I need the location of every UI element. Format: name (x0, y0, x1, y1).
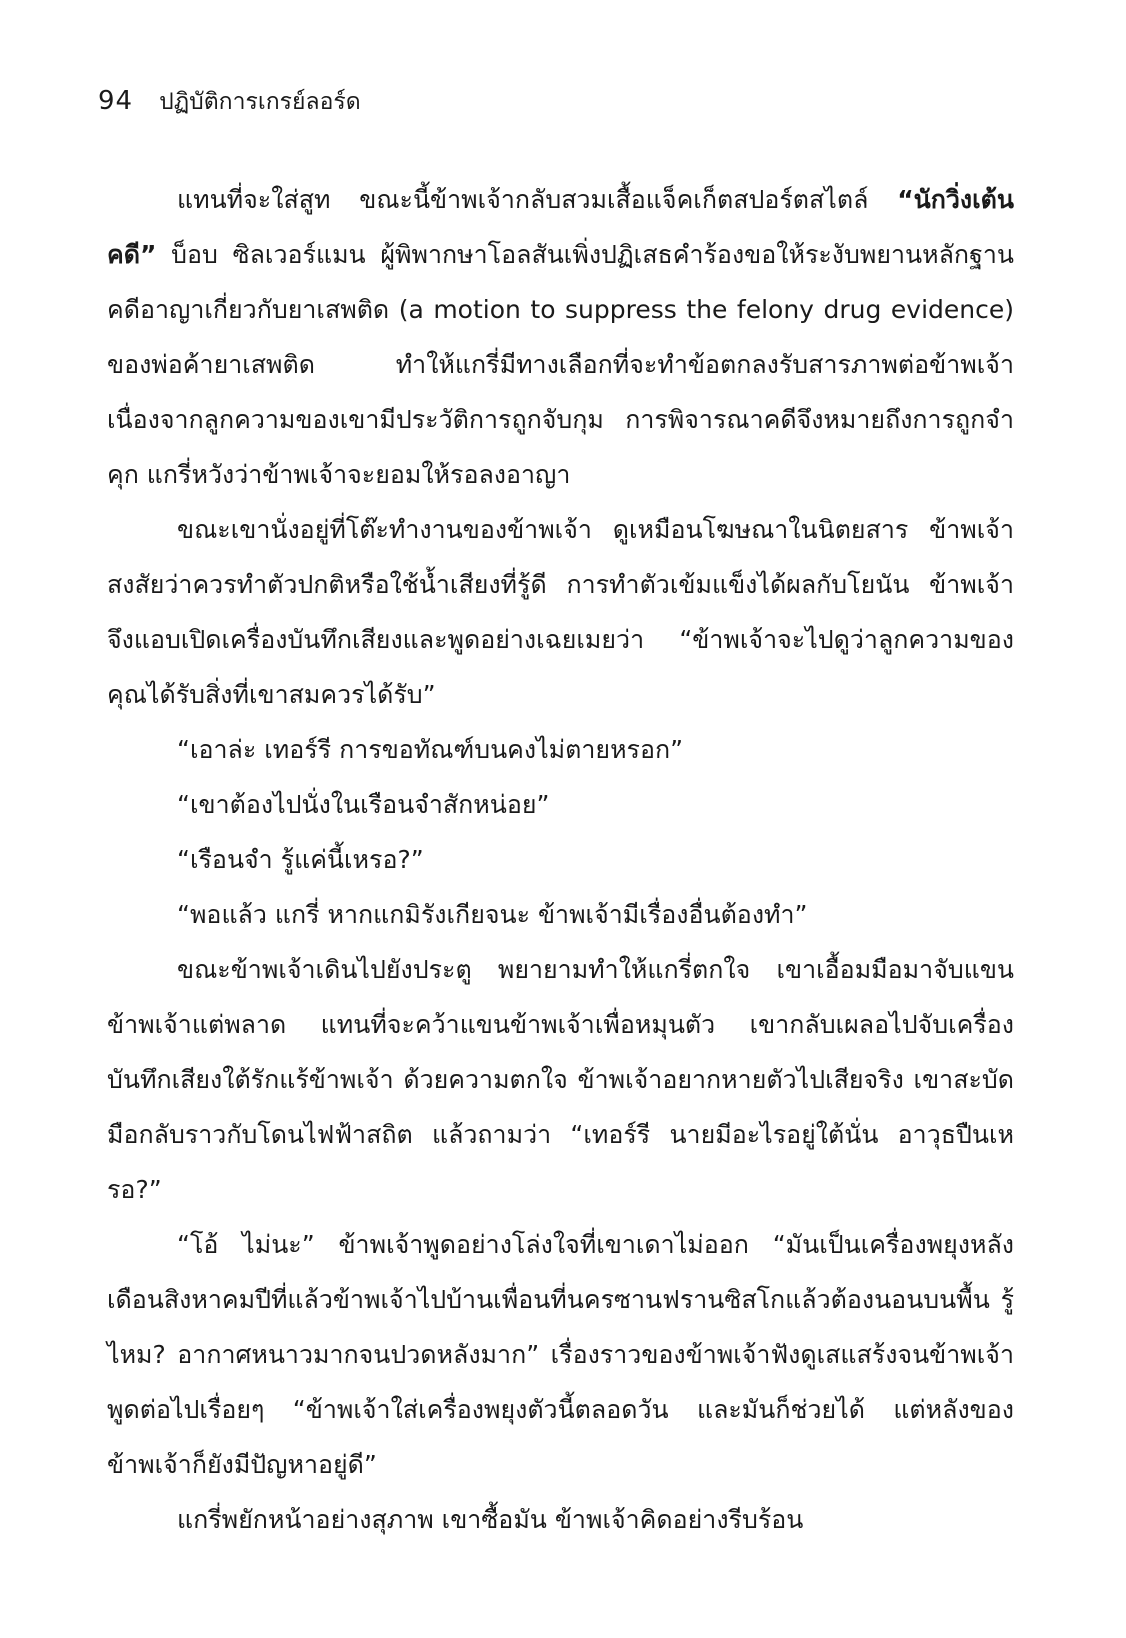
paragraph-9: แกรี่พยักหน้าอย่างสุภาพ เขาซื้อมัน ข้าพเจ้าคิดอย่างรีบร้อน (177, 1505, 804, 1534)
paragraph-1 (107, 172, 1014, 502)
dialogue-line-3: “เรือนจำ รู้แค่นี้เหรอ?” (177, 845, 424, 874)
body-text (107, 172, 1014, 1547)
running-title: ปฏิบัติการเกรย์ลอร์ด (159, 89, 361, 115)
page-header (98, 84, 361, 124)
paragraph-7: ขณะข้าพเจ้าเดินไปยังประตู พยายามทำให้แกรี่ตกใจ เขาเอื้อมมือมาจับแขนข้าพเจ้าแต่พลาด แทนที่จะคว้าแขนข้าพเจ้าเพื่อหมุนตัว เขากลับเผลอไปจับเครื่องบันทึกเสียงใต้รักแร้ข้าพเจ้า ด้วยความตกใจ ข้าพเจ้าอยากหายตัวไปเสียจริง เขาสะบัดมือกลับราวกับโดนไฟฟ้าสถิต แล้วถามว่า “เทอร์รี นายมีอะไรอยู่ใต้นั่น อาวุธปืนเหรอ?” (107, 955, 1014, 1204)
paragraph-lead: แทนที่จะใส่สูท ขณะนี้ข้าพเจ้ากลับสวมเสื้อแจ็คเก็ตสปอร์ตสไตล์ (177, 185, 898, 214)
bold-phrase: “นักวิ่งเต้นคดี” (107, 185, 1014, 269)
paragraph-2: ขณะเขานั่งอยู่ที่โต๊ะทำงานของข้าพเจ้า ดูเหมือนโฆษณาในนิตยสาร ข้าพเจ้าสงสัยว่าควรทำตัวปกติหรือใช้น้ำเสียงที่รู้ดี การทำตัวเข้มแข็งได้ผลกับโยนัน ข้าพเจ้าจึงแอบเปิดเครื่องบันทึกเสียงและพูดอย่างเฉยเมยว่า “ข้าพเจ้าจะไปดูว่าลูกความของคุณได้รับสิ่งที่เขาสมควรได้รับ” (107, 515, 1014, 709)
page-number: 94 (98, 86, 134, 116)
paragraph-text: บ็อบ ซิลเวอร์แมน ผู้พิพากษาโอลสันเพิ่งปฏิเสธคำร้องขอให้ระงับพยานหลักฐานคดีอาญาเกี่ยวกับยาเสพติด (a motion to suppress the felony drug evidence) ของพ่อค้ายาเสพติด ทำให้แกรี่มีทางเลือกที่จะทำข้อตกลงรับสารภาพต่อข้าพเจ้า เนื่องจากลูกความของเขามีประวัติการถูกจับกุม การพิจารณาคดีจึงหมายถึงการถูกจำคุก แกรี่หวังว่าข้าพเจ้าจะยอมให้รอลงอาญา (107, 240, 1014, 489)
dialogue-line-4: “พอแล้ว แกรี่ หากแกมิรังเกียจนะ ข้าพเจ้ามีเรื่องอื่นต้องทำ” (177, 900, 808, 929)
dialogue-line-2: “เขาต้องไปนั่งในเรือนจำสักหน่อย” (177, 790, 550, 819)
dialogue-line-1: “เอาล่ะ เทอร์รี การขอทัณฑ์บนคงไม่ตายหรอก” (177, 735, 684, 764)
paragraph-8: “โอ้ ไม่นะ” ข้าพเจ้าพูดอย่างโล่งใจที่เขาเดาไม่ออก “มันเป็นเครื่องพยุงหลัง เดือนสิงหาคมปีที่แล้วข้าพเจ้าไปบ้านเพื่อนที่นครซานฟรานซิสโกแล้วต้องนอนบนพื้น รู้ไหม? อากาศหนาวมากจนปวดหลังมาก” เรื่องราวของข้าพเจ้าฟังดูเสแสร้งจนข้าพเจ้าพูดต่อไปเรื่อยๆ “ข้าพเจ้าใส่เครื่องพยุงตัวนี้ตลอดวัน และมันก็ช่วยได้ แต่หลังของข้าพเจ้าก็ยังมีปัญหาอยู่ดี” (107, 1230, 1014, 1479)
